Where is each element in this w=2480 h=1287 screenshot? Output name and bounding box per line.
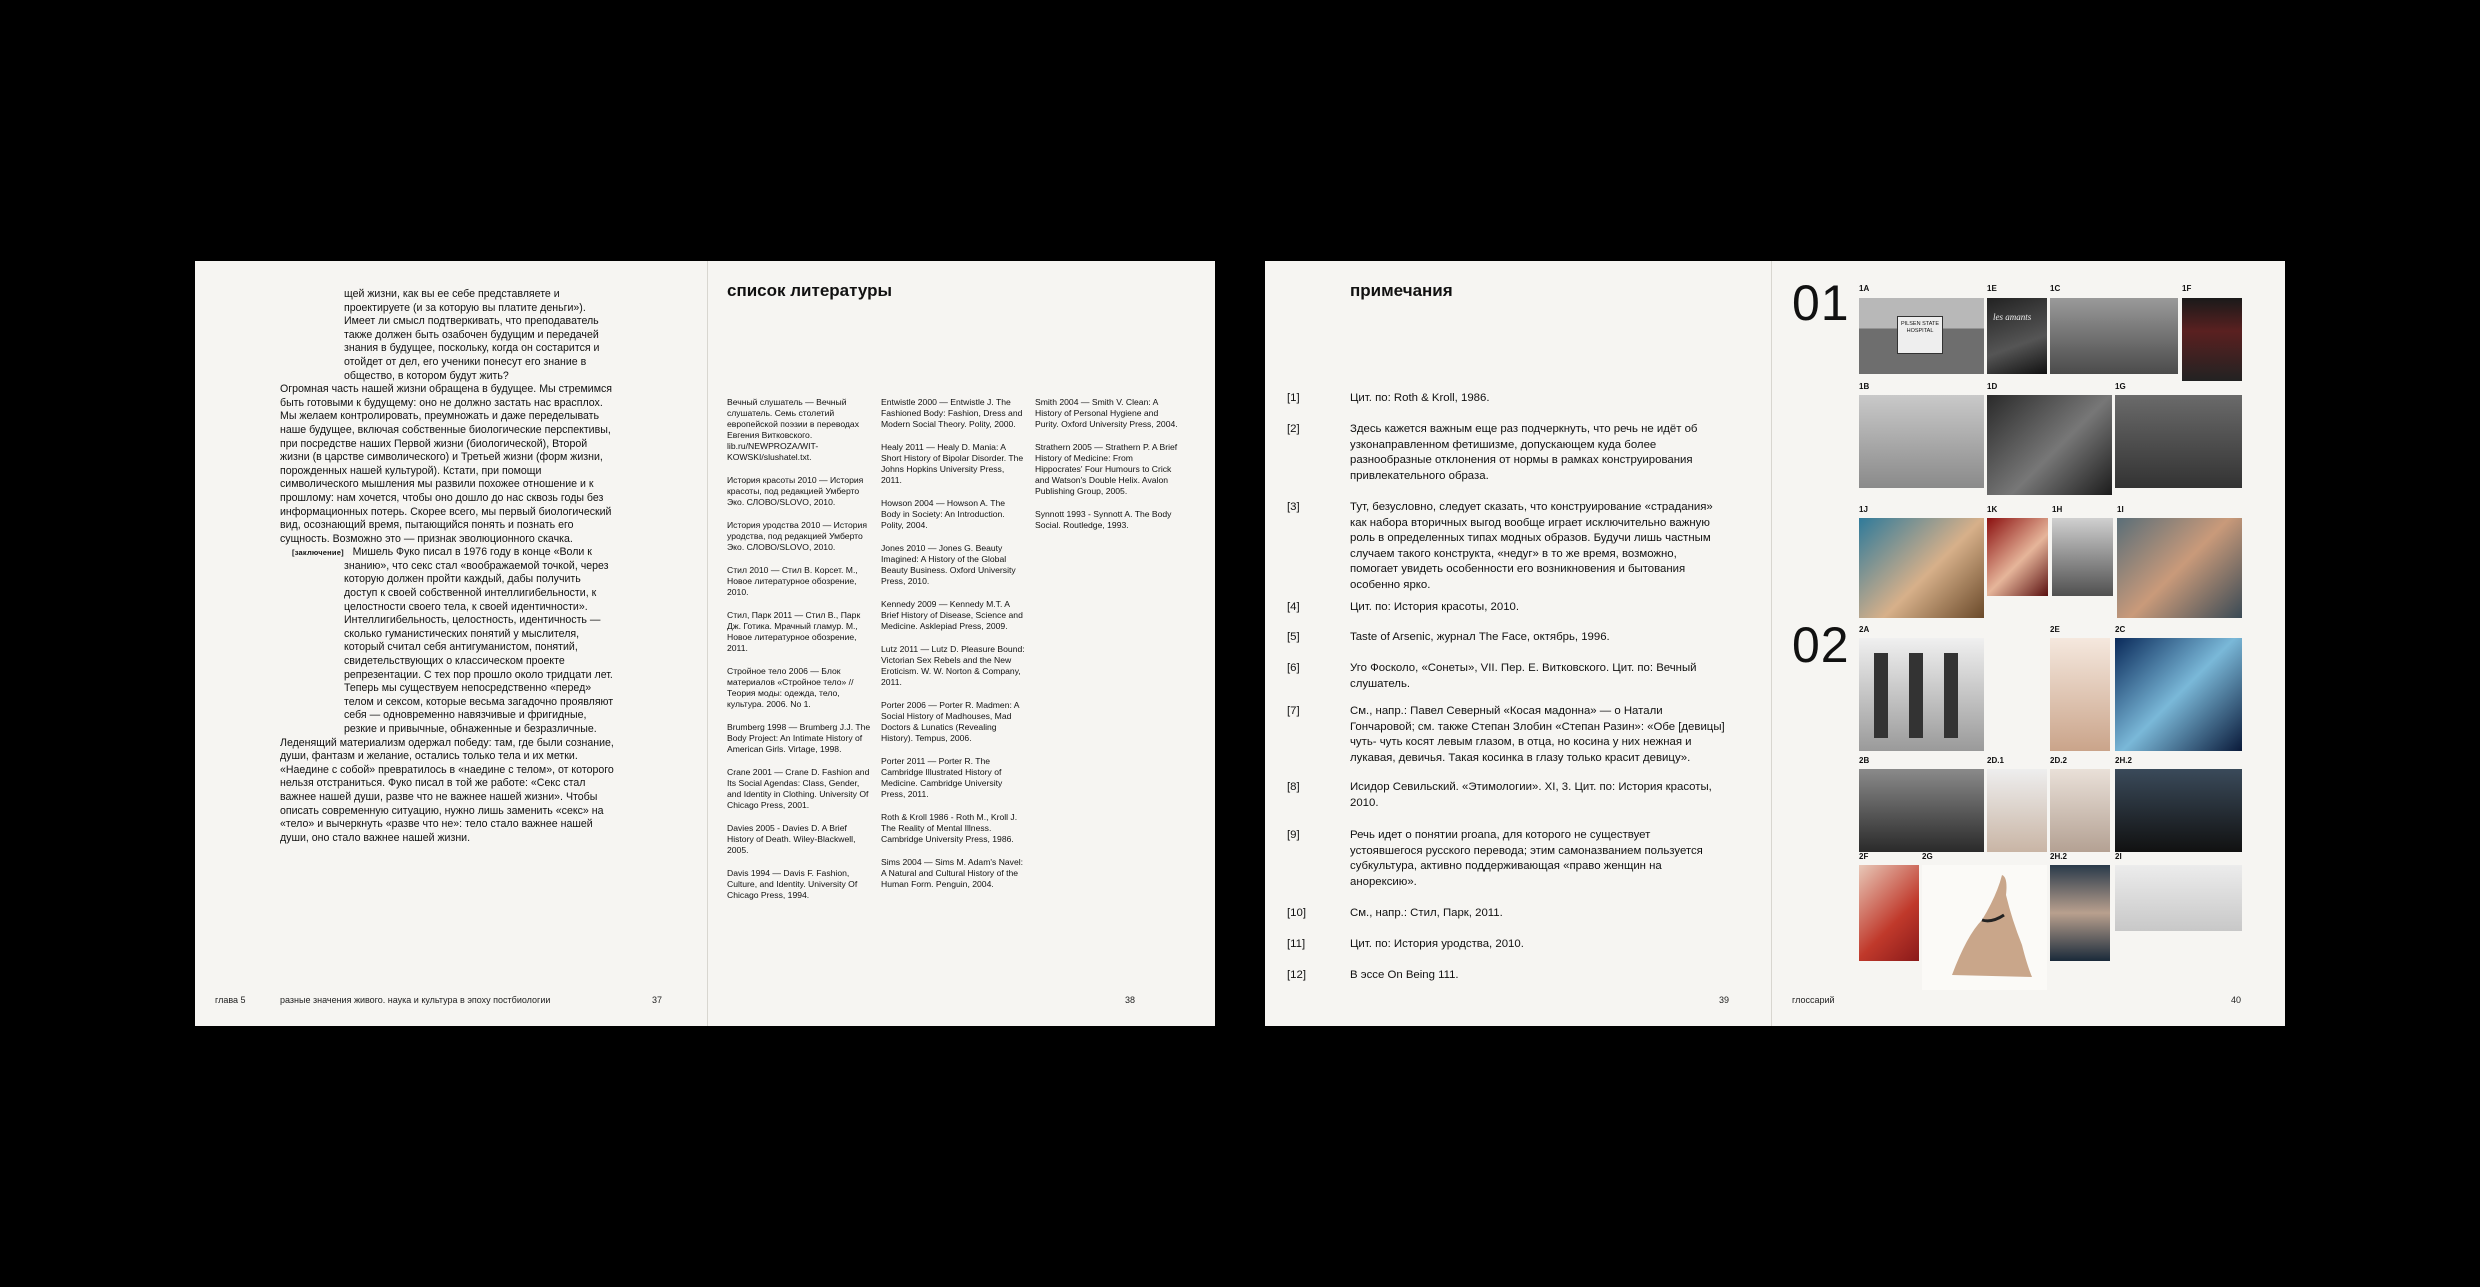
biblio-column <box>1035 397 1181 543</box>
biblio-entry: Jones 2010 — Jones G. Beauty Imagined: A History of the Global Beauty Business. Oxford University Press, 2010. <box>881 543 1016 586</box>
photo-2f <box>1859 865 1919 961</box>
page-number: 40 <box>2231 995 2242 1005</box>
body-text <box>280 288 615 845</box>
paragraph-text: Мишель Фуко писал в 1976 году в конце «Воли к знанию», что секс стал «воображаемой точкой, через которую должен пройти каждый, дабы получить доступ к своей собственной интеллигибельности, к целостности своего тела, к своей идентичности». Интеллигибельность, целостность, идентичность — сколько гуманистических понятий у мыслителя, который считал себя антигуманистом, понятий, свидетельствующих о классическом проекте репрезентации. С тех пор прошло около тридцати лет. Теперь мы существуем непосредственно «перед» телом и сексом, которые весьма загадочно проявляют себя — одновременно навязчивые и фригидные, резкие и привычные, обнаженные и безразличные. <box>344 546 614 735</box>
photo-2c <box>2115 638 2242 751</box>
biblio-entry: Entwistle 2000 — Entwistle J. The Fashioned Body: Fashion, Dress and Modern Social Theory. Polity, 2000. <box>881 397 1023 429</box>
page-38 <box>708 261 1215 1026</box>
biblio-entry: Synnott 1993 - Synnott A. The Body Social. Routledge, 1993. <box>1035 509 1172 530</box>
page-heading: список литературы <box>727 281 892 300</box>
photo-label: 2H.2 <box>2115 756 2132 765</box>
biblio-entry: Стил, Парк 2011 — Стил В., Парк Дж. Готика. Мрачный гламур. М., Новое литературное обозрение, 2011. <box>727 610 861 653</box>
photo-label: 2C <box>2115 625 2126 634</box>
note-item <box>1287 906 1725 922</box>
note-item <box>1287 968 1725 984</box>
footer-chapter: глава 5 <box>215 995 246 1005</box>
page-number: 37 <box>652 995 663 1005</box>
note-number: [9] <box>1287 829 1300 841</box>
biblio-entry: Вечный слушатель — Вечный слушатель. Семь столетий европейской поэзии в переводах Евгения Витковского. lib.ru/NEWPROZA/WIT- KOWSKI/slushatel.txt. <box>727 397 860 462</box>
photo-2b <box>1859 769 1984 852</box>
biblio-entry: Porter 2011 — Porter R. The Cambridge Illustrated History of Medicine. Cambridge University Press, 2011. <box>881 756 1003 799</box>
hospital-sign: PILSEN STATE HOSPITAL <box>1897 316 1943 354</box>
note-number: [6] <box>1287 662 1300 674</box>
note-number: [10] <box>1287 907 1306 919</box>
note-text: Цит. по: История красоты, 2010. <box>1350 601 1520 613</box>
biblio-entry: Kennedy 2009 — Kennedy M.T. A Brief History of Disease, Science and Medicine. Asklepiad Press, 2009. <box>881 599 1023 631</box>
biblio-entry: Porter 2006 — Porter R. Madmen: A Social History of Madhouses, Mad Doctors & Lunatics (Revealing History). Tempus, 2006. <box>881 700 1020 743</box>
section-tag: [заключение] <box>292 548 344 558</box>
poster-title: les amants <box>1993 312 2032 322</box>
photo-label: 2G <box>1922 852 1933 861</box>
page-40 <box>1772 261 2285 1026</box>
biblio-entry: Sims 2004 — Sims M. Adam's Navel: A Natural and Cultural History of the Human Form. Penguin, 2004. <box>881 857 1024 889</box>
note-number: [1] <box>1287 392 1300 404</box>
note-text: Тут, безусловно, следует сказать, что конструирование «страдания» как набора вторичных выгод вообще играет исключительно важную роль в определенных типах модных образов. Будучи лишь частным случаем такого конструкта, «недуг» в то же время, возможно, помогает увидеть особенности его возникновения и бытования особенно ярко. <box>1350 501 1713 591</box>
photo-1a <box>1859 298 1984 374</box>
photo-2e <box>2050 638 2110 751</box>
photo-1d <box>1987 395 2112 495</box>
photo-label: 1H <box>2052 505 2063 514</box>
page-37 <box>195 261 707 1026</box>
photo-label: 2I <box>2115 852 2122 861</box>
biblio-entry: Davis 1994 — Davis F. Fashion, Culture, and Identity. University Of Chicago Press, 1994. <box>727 868 858 900</box>
photo-label: 1D <box>1987 382 1998 391</box>
photo-1c <box>2050 298 2178 374</box>
photo-label: 1E <box>1987 284 1997 293</box>
photo-label: 1B <box>1859 382 1870 391</box>
note-item <box>1287 391 1725 407</box>
photo-label: 2D.1 <box>1987 756 2004 765</box>
footer-glossary: глоссарий <box>1792 995 1835 1005</box>
note-text: Уго Фосколо, «Сонеты», VII. Пер. Е. Витковского. Цит. по: Вечный слушатель. <box>1350 662 1697 690</box>
photo-label: 1K <box>1987 505 1998 514</box>
note-item <box>1287 500 1725 593</box>
note-number: [3] <box>1287 501 1300 513</box>
photo-label: 2A <box>1859 625 1870 634</box>
note-number: [8] <box>1287 781 1300 793</box>
note-number: [4] <box>1287 601 1300 613</box>
biblio-column <box>727 397 873 913</box>
photo-1e <box>1987 298 2047 374</box>
section-number: 01 <box>1792 275 1850 331</box>
biblio-entry: История красоты 2010 — История красоты, под редакцией Умберто Эко. СЛОВО/SLOVO, 2010. <box>727 475 864 507</box>
photo-1b <box>1859 395 1984 488</box>
spread-39-40 <box>1265 261 2285 1026</box>
note-item <box>1287 704 1725 766</box>
photo-1f <box>2182 298 2242 381</box>
photo-label: 1F <box>2182 284 2192 293</box>
photo-label: 2E <box>2050 625 2060 634</box>
photo-2d2 <box>2050 769 2110 852</box>
photo-label: 1G <box>2115 382 2126 391</box>
photo-2h2b <box>2050 865 2110 961</box>
note-item <box>1287 937 1725 953</box>
note-number: [7] <box>1287 705 1300 717</box>
biblio-entry: Healy 2011 — Healy D. Mania: A Short History of Bipolar Disorder. The Johns Hopkins University Press, 2011. <box>881 442 1024 485</box>
photo-label: 2B <box>1859 756 1870 765</box>
biblio-entry: Howson 2004 — Howson A. The Body in Society: An Introduction. Polity, 2004. <box>881 498 1006 530</box>
page-number: 39 <box>1719 995 1730 1005</box>
note-text: См., напр.: Павел Северный «Косая мадонна» — о Натали Гончаровой; см. также Степан Злобин «Степан Разин»: «Обе [девицы] чуть- чуть косят левым глазом, в отца, но косина у них нежная и лукавая, девичья. Такая косинка в глазу только красит девицу». <box>1350 705 1725 764</box>
photo-1i <box>2117 518 2242 618</box>
photo-2i <box>2115 865 2242 931</box>
biblio-column <box>881 397 1027 902</box>
biblio-entry: Roth & Kroll 1986 - Roth M., Kroll J. The Reality of Mental Illness. Cambridge University Press, 1986. <box>881 812 1018 844</box>
note-text: Речь идет о понятии proana, для которого не существует устоявшегося русского перевода; этим самоназванием пользуется субкультура, активно поддерживающая «право женщин на анорексию». <box>1350 829 1703 888</box>
note-text: Здесь кажется важным еще раз подчеркнуть, что речь не идёт об узконаправленном фетишизме, допускающем куда более разнообразные отклонения от нормы в рамках конструирования привлекательного образа. <box>1350 423 1698 482</box>
page-heading: примечания <box>1350 281 1453 300</box>
biblio-entry: История уродства 2010 — История уродства, под редакцией Умберто Эко. СЛОВО/SLOVO, 2010. <box>727 520 867 552</box>
photo-label: 1A <box>1859 284 1870 293</box>
biblio-entry: Стил 2010 — Стил В. Корсет. М., Новое литературное обозрение, 2010. <box>727 565 858 597</box>
note-text: Цит. по: Roth & Kroll, 1986. <box>1350 392 1490 404</box>
photo-label: 1I <box>2117 505 2124 514</box>
kneeling-figure <box>1922 865 2047 990</box>
photo-label: 2D.2 <box>2050 756 2067 765</box>
note-item <box>1287 661 1725 692</box>
note-item <box>1287 422 1725 484</box>
photo-2g <box>1922 865 2047 990</box>
paragraph <box>280 546 615 736</box>
footer-title: разные значения живого. наука и культура в эпоху постбиологии <box>280 995 551 1005</box>
note-text: Taste of Arsenic, журнал The Face, октябрь, 1996. <box>1350 631 1610 643</box>
page-39 <box>1265 261 1771 1026</box>
biblio-entry: Lutz 2011 — Lutz D. Pleasure Bound: Victorian Sex Rebels and the New Eroticism. W. W. Norton & Company, 2011. <box>881 644 1025 687</box>
biblio-entry: Brumberg 1998 — Brumberg J.J. The Body Project: An Intimate History of American Girls. Virtage, 1998. <box>727 722 871 754</box>
paragraph: Леденящий материализм одержал победу: там, где были сознание, души, фантазм и желание, остались только тела и их метки. «Наедине с собой» превратилось в «наедине с телом», от которого нельзя отстраниться. Фуко писал в той же работе: «Секс стал важнее нашей души, разве что не важнее нашей жизни». Чтобы описать современную ситуацию, нужно лишь заменить «секс» на «тело» и вычеркнуть «разве что не»: тело стало важнее нашей души, оно стало важнее нашей жизни. <box>280 736 614 844</box>
photo-2d1 <box>1987 769 2047 852</box>
page-number: 38 <box>1125 995 1136 1005</box>
biblio-entry: Crane 2001 — Crane D. Fashion and Its Social Agendas: Class, Gender, and Identity in Clothing. University Of Chicago Press, 2001. <box>727 767 870 810</box>
photo-2a <box>1859 638 1984 751</box>
note-item <box>1287 600 1725 616</box>
note-text: Исидор Севильский. «Этимологии». XI, 3. Цит. по: История красоты, 2010. <box>1350 781 1712 809</box>
biblio-entry: Strathern 2005 — Strathern P. A Brief History of Medicine: From Hippocrates' Four Humours to Crick and Watson's Double Helix. Avalon Publishing Group, 2005. <box>1035 442 1178 496</box>
note-item <box>1287 828 1725 890</box>
photo-1g <box>2115 395 2242 488</box>
note-number: [5] <box>1287 631 1300 643</box>
photo-1k <box>1987 518 2048 596</box>
paragraph: щей жизни, как вы ее себе представляете и проектируете (и за которую вы платите деньги»). Имеет ли смысл подтверкивать, что преподаватель также должен быть озабочен будущим и передачей знания в будущее, поскольку, когда он состарится и отойдет от дел, его ученики понесут его знание в общество, в котором будут жить? <box>344 288 600 382</box>
note-number: [11] <box>1287 938 1306 950</box>
photo-label: 2F <box>1859 852 1869 861</box>
note-item <box>1287 630 1725 646</box>
paragraph: Огромная часть нашей жизни обращена в будущее. Мы стремимся быть готовыми к будущему: оно не должно застать нас врасплох. Мы желаем контролировать, преумножать и даже переделывать наше будущее, включая собственные биологические перспективы, при посредстве наших Первой жизни (биологической), Второй жизни (в царстве символического) и Третьей жизни (форм жизни, порожденных нашей культурой). Кстати, при помощи символического мышления мы развили похожее отношение и к прошлому: нам хочется, чтобы оно дошло до нас сквозь годы без информационных потерь. Скорее всего, мы первый биологический вид, осознающий время, пытающийся понять и познать его сущность. Возможно это — признак эволюционного скачка. <box>280 383 613 545</box>
note-number: [12] <box>1287 969 1306 981</box>
section-number: 02 <box>1792 617 1850 673</box>
note-item <box>1287 780 1725 811</box>
biblio-entry: Smith 2004 — Smith V. Clean: A History of Personal Hygiene and Purity. Oxford University Press, 2004. <box>1035 397 1178 429</box>
photo-label: 2H.2 <box>2050 852 2067 861</box>
spread-37-38 <box>195 261 1215 1026</box>
biblio-entry: Стройное тело 2006 — Блок материалов «Стройное тело» // Теория моды: одежда, тело, культура. 2006. No 1. <box>727 666 854 709</box>
photo-1h <box>2052 518 2113 596</box>
photo-1j <box>1859 518 1984 618</box>
photo-2h2 <box>2115 769 2242 852</box>
exoskeleton-figures <box>1859 638 1984 751</box>
note-text: В эссе On Being 111. <box>1350 969 1459 981</box>
note-text: Цит. по: История уродства, 2010. <box>1350 938 1524 950</box>
note-text: См., напр.: Стил, Парк, 2011. <box>1350 907 1503 919</box>
note-number: [2] <box>1287 423 1300 435</box>
photo-label: 1C <box>2050 284 2061 293</box>
biblio-entry: Davies 2005 - Davies D. A Brief History of Death. Wiley-Blackwell, 2005. <box>727 823 856 855</box>
photo-label: 1J <box>1859 505 1868 514</box>
